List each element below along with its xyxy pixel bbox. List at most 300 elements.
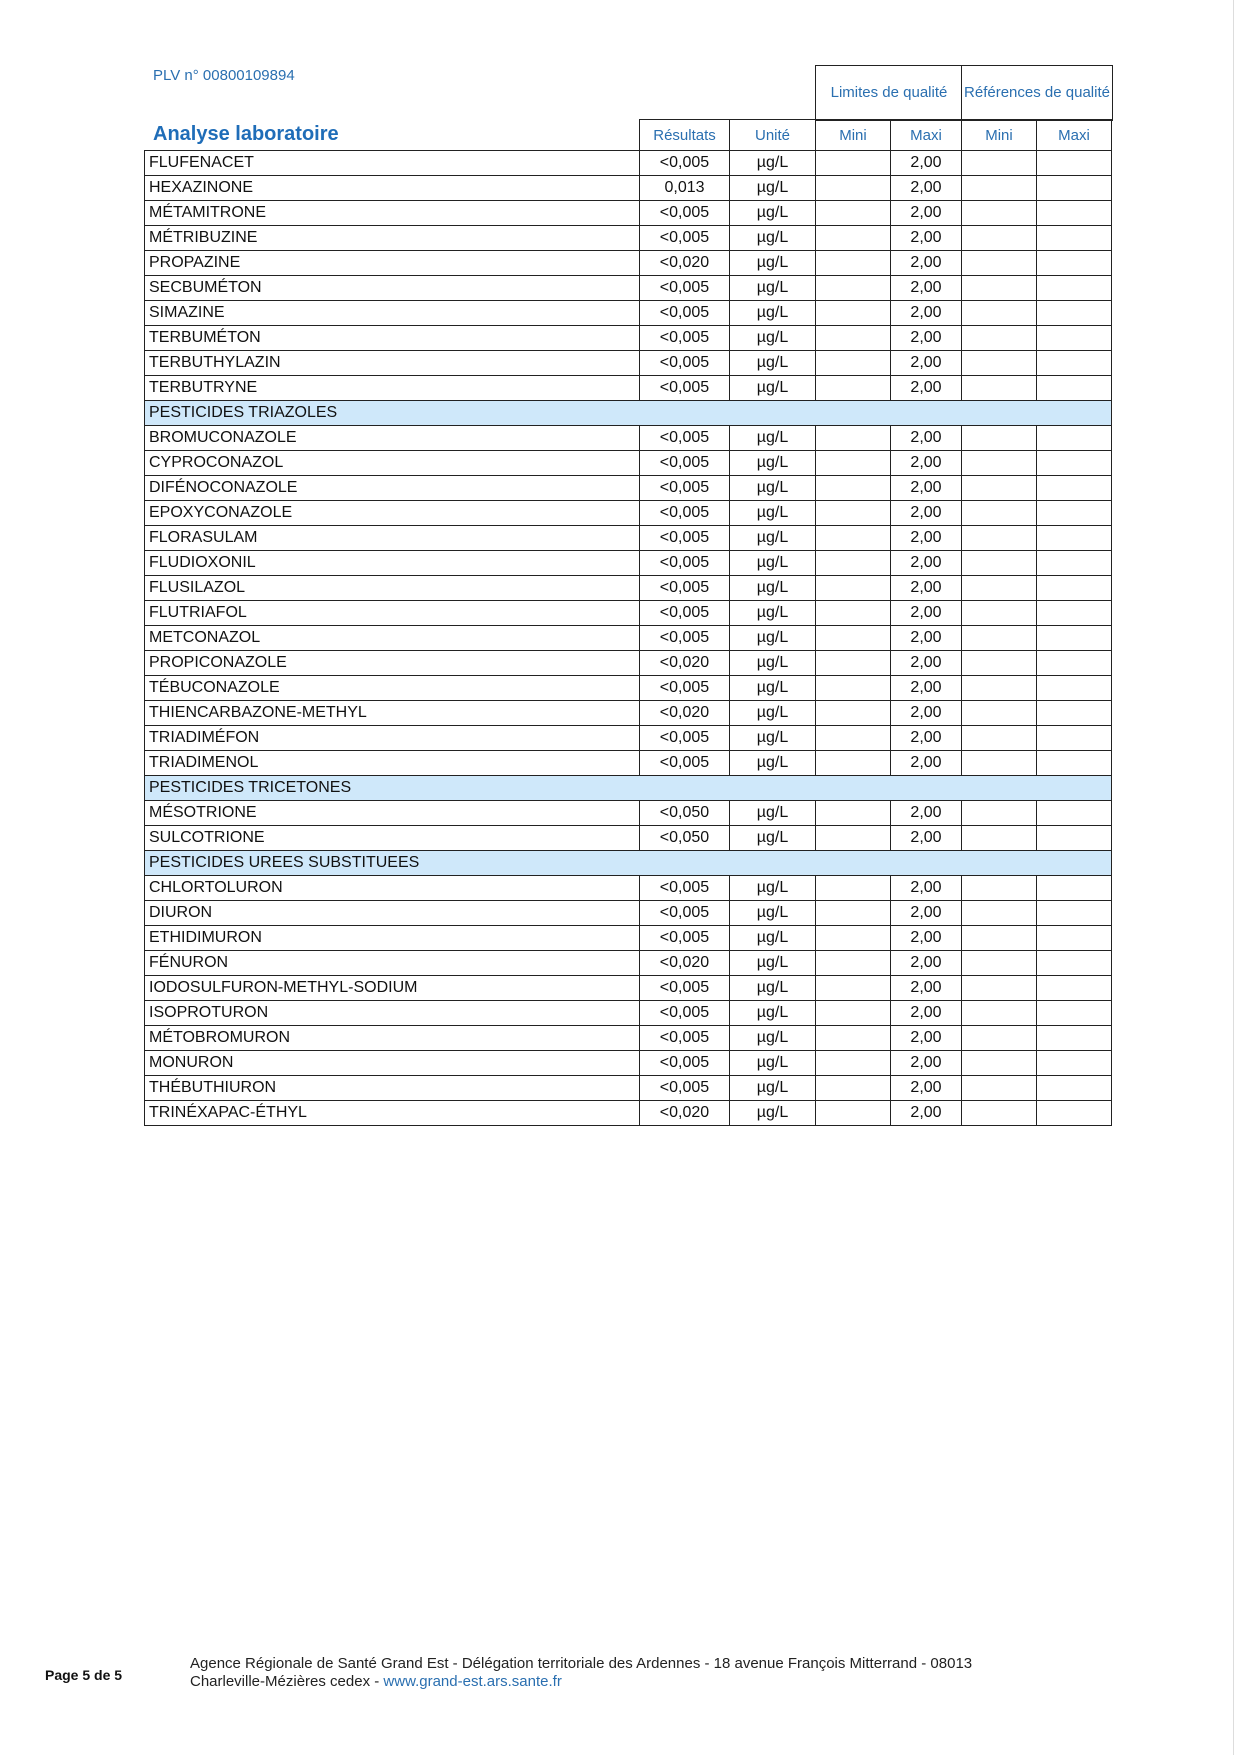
limit-maxi-value: 2,00 [891, 226, 962, 251]
parameter-name: METCONAZOL [145, 626, 640, 651]
limit-mini-value [816, 626, 891, 651]
limit-maxi-value: 2,00 [891, 826, 962, 851]
limit-maxi-value: 2,00 [891, 501, 962, 526]
parameter-name: TÉBUCONAZOLE [145, 676, 640, 701]
reference-maxi-value [1037, 476, 1112, 501]
reference-mini-value [962, 651, 1037, 676]
unit-value: µg/L [730, 526, 816, 551]
reference-maxi-value [1037, 201, 1112, 226]
reference-mini-value [962, 726, 1037, 751]
parameter-name: THÉBUTHIURON [145, 1076, 640, 1101]
parameter-name: CYPROCONAZOL [145, 451, 640, 476]
limit-mini-value [816, 276, 891, 301]
limit-mini-value [816, 951, 891, 976]
limit-maxi-value: 2,00 [891, 1001, 962, 1026]
reference-maxi-value [1037, 701, 1112, 726]
table-row [145, 326, 1112, 351]
limit-maxi-value: 2,00 [891, 151, 962, 176]
parameter-name: MÉTAMITRONE [145, 201, 640, 226]
table-row [145, 826, 1112, 851]
reference-maxi-value [1037, 176, 1112, 201]
limit-maxi-value: 2,00 [891, 801, 962, 826]
reference-mini-value [962, 701, 1037, 726]
parameter-name: TERBUTHYLAZIN [145, 351, 640, 376]
limit-maxi-value: 2,00 [891, 551, 962, 576]
limit-mini-value [816, 151, 891, 176]
limit-mini-value [816, 1026, 891, 1051]
parameter-name: FÉNURON [145, 951, 640, 976]
unit-value: µg/L [730, 151, 816, 176]
reference-mini-value [962, 751, 1037, 776]
unit-value: µg/L [730, 876, 816, 901]
table-row [145, 176, 1112, 201]
limit-maxi-value: 2,00 [891, 901, 962, 926]
header-unite: Unité [730, 120, 816, 151]
table-row [145, 751, 1112, 776]
reference-maxi-value [1037, 551, 1112, 576]
limit-maxi-value: 2,00 [891, 751, 962, 776]
reference-maxi-value [1037, 726, 1112, 751]
parameter-name: TERBUTRYNE [145, 376, 640, 401]
header-limites-qualite: Limites de qualité [815, 65, 963, 121]
reference-maxi-value [1037, 376, 1112, 401]
result-value: <0,005 [640, 626, 730, 651]
reference-maxi-value [1037, 951, 1112, 976]
footer-address [190, 1655, 972, 1691]
footer-line-2 [190, 1673, 972, 1691]
table-row [145, 1001, 1112, 1026]
table-row [145, 726, 1112, 751]
result-value: <0,005 [640, 976, 730, 1001]
reference-maxi-value [1037, 801, 1112, 826]
parameter-name: FLUTRIAFOL [145, 601, 640, 626]
table-row [145, 301, 1112, 326]
result-value: <0,020 [640, 701, 730, 726]
reference-mini-value [962, 376, 1037, 401]
limit-mini-value [816, 676, 891, 701]
table-row [145, 1101, 1112, 1126]
header-limites-maxi: Maxi [891, 120, 962, 151]
table-row [145, 901, 1112, 926]
reference-maxi-value [1037, 1001, 1112, 1026]
unit-value: µg/L [730, 551, 816, 576]
reference-maxi-value [1037, 576, 1112, 601]
parameter-name: TRINÉXAPAC-ÉTHYL [145, 1101, 640, 1126]
unit-value: µg/L [730, 976, 816, 1001]
reference-mini-value [962, 476, 1037, 501]
header-references-qualite: Références de qualité [961, 65, 1113, 121]
reference-maxi-value [1037, 1101, 1112, 1126]
parameter-name: CHLORTOLURON [145, 876, 640, 901]
parameter-name: TRIADIMÉFON [145, 726, 640, 751]
table-row [145, 426, 1112, 451]
limit-maxi-value: 2,00 [891, 376, 962, 401]
reference-mini-value [962, 276, 1037, 301]
limit-mini-value [816, 651, 891, 676]
limit-maxi-value: 2,00 [891, 176, 962, 201]
reference-mini-value [962, 526, 1037, 551]
reference-maxi-value [1037, 226, 1112, 251]
result-value: <0,005 [640, 426, 730, 451]
reference-mini-value [962, 351, 1037, 376]
parameter-name: FLORASULAM [145, 526, 640, 551]
result-value: <0,005 [640, 751, 730, 776]
reference-maxi-value [1037, 1076, 1112, 1101]
unit-value: µg/L [730, 951, 816, 976]
parameter-name: HEXAZINONE [145, 176, 640, 201]
limit-maxi-value: 2,00 [891, 276, 962, 301]
limit-mini-value [816, 601, 891, 626]
reference-mini-value [962, 951, 1037, 976]
limit-mini-value [816, 576, 891, 601]
unit-value: µg/L [730, 676, 816, 701]
parameter-name: FLUFENACET [145, 151, 640, 176]
unit-value: µg/L [730, 926, 816, 951]
table-row [145, 601, 1112, 626]
table-row [145, 926, 1112, 951]
section-header-row [145, 401, 1112, 426]
limit-maxi-value: 2,00 [891, 1051, 962, 1076]
limit-maxi-value: 2,00 [891, 326, 962, 351]
parameter-name: ETHIDIMURON [145, 926, 640, 951]
result-value: <0,050 [640, 801, 730, 826]
result-value: <0,005 [640, 326, 730, 351]
reference-maxi-value [1037, 926, 1112, 951]
reference-mini-value [962, 826, 1037, 851]
limit-maxi-value: 2,00 [891, 201, 962, 226]
limit-mini-value [816, 901, 891, 926]
parameter-name: EPOXYCONAZOLE [145, 501, 640, 526]
limit-maxi-value: 2,00 [891, 426, 962, 451]
result-value: <0,005 [640, 276, 730, 301]
unit-value: µg/L [730, 501, 816, 526]
limit-mini-value [816, 501, 891, 526]
section-title: PESTICIDES TRIAZOLES [145, 401, 1112, 426]
limit-mini-value [816, 1051, 891, 1076]
reference-mini-value [962, 676, 1037, 701]
unit-value: µg/L [730, 826, 816, 851]
unit-value: µg/L [730, 751, 816, 776]
limit-maxi-value: 2,00 [891, 1026, 962, 1051]
unit-value: µg/L [730, 451, 816, 476]
table-row [145, 376, 1112, 401]
reference-maxi-value [1037, 276, 1112, 301]
reference-mini-value [962, 251, 1037, 276]
reference-mini-value [962, 626, 1037, 651]
unit-value: µg/L [730, 801, 816, 826]
reference-maxi-value [1037, 626, 1112, 651]
reference-maxi-value [1037, 301, 1112, 326]
reference-maxi-value [1037, 976, 1112, 1001]
limit-maxi-value: 2,00 [891, 1101, 962, 1126]
header-references-maxi: Maxi [1037, 120, 1112, 151]
unit-value: µg/L [730, 351, 816, 376]
reference-mini-value [962, 451, 1037, 476]
reference-mini-value [962, 501, 1037, 526]
parameter-name: PROPICONAZOLE [145, 651, 640, 676]
limit-mini-value [816, 376, 891, 401]
result-value: <0,005 [640, 901, 730, 926]
limit-mini-value [816, 1076, 891, 1101]
reference-mini-value [962, 901, 1037, 926]
table-row [145, 1026, 1112, 1051]
table-row [145, 526, 1112, 551]
reference-maxi-value [1037, 826, 1112, 851]
section-title: PESTICIDES TRICETONES [145, 776, 1112, 801]
limit-mini-value [816, 876, 891, 901]
limit-mini-value [816, 826, 891, 851]
reference-mini-value [962, 601, 1037, 626]
reference-maxi-value [1037, 326, 1112, 351]
reference-mini-value [962, 926, 1037, 951]
limit-maxi-value: 2,00 [891, 676, 962, 701]
limit-mini-value [816, 226, 891, 251]
reference-maxi-value [1037, 651, 1112, 676]
table-row [145, 801, 1112, 826]
unit-value: µg/L [730, 426, 816, 451]
reference-maxi-value [1037, 526, 1112, 551]
table-row [145, 451, 1112, 476]
table-row [145, 676, 1112, 701]
reference-mini-value [962, 876, 1037, 901]
result-value: <0,020 [640, 251, 730, 276]
result-value: <0,005 [640, 676, 730, 701]
result-value: <0,005 [640, 576, 730, 601]
unit-value: µg/L [730, 1026, 816, 1051]
footer-line-1: Agence Régionale de Santé Grand Est - Délégation territoriale des Ardennes - 18 avenue François Mitterrand - 08013 [190, 1655, 973, 1672]
result-value: <0,005 [640, 601, 730, 626]
limit-mini-value [816, 351, 891, 376]
limit-maxi-value: 2,00 [891, 601, 962, 626]
unit-value: µg/L [730, 1101, 816, 1126]
parameter-name: BROMUCONAZOLE [145, 426, 640, 451]
unit-value: µg/L [730, 651, 816, 676]
limit-maxi-value: 2,00 [891, 976, 962, 1001]
header-limites-mini: Mini [816, 120, 891, 151]
limit-maxi-value: 2,00 [891, 651, 962, 676]
table-row [145, 151, 1112, 176]
limit-maxi-value: 2,00 [891, 876, 962, 901]
reference-mini-value [962, 801, 1037, 826]
unit-value: µg/L [730, 1076, 816, 1101]
reference-mini-value [962, 151, 1037, 176]
table-row [145, 976, 1112, 1001]
unit-value: µg/L [730, 376, 816, 401]
limit-mini-value [816, 801, 891, 826]
result-value: <0,020 [640, 951, 730, 976]
unit-value: µg/L [730, 326, 816, 351]
unit-value: µg/L [730, 701, 816, 726]
limit-mini-value [816, 301, 891, 326]
parameter-name: ISOPROTURON [145, 1001, 640, 1026]
reference-maxi-value [1037, 251, 1112, 276]
result-value: <0,005 [640, 301, 730, 326]
limit-maxi-value: 2,00 [891, 926, 962, 951]
unit-value: µg/L [730, 251, 816, 276]
limit-mini-value [816, 526, 891, 551]
section-title: PESTICIDES UREES SUBSTITUEES [145, 851, 1112, 876]
result-value: <0,005 [640, 876, 730, 901]
result-value: <0,005 [640, 526, 730, 551]
limit-mini-value [816, 251, 891, 276]
unit-value: µg/L [730, 576, 816, 601]
limit-maxi-value: 2,00 [891, 701, 962, 726]
reference-mini-value [962, 1101, 1037, 1126]
footer-website-link[interactable]: www.grand-est.ars.sante.fr [383, 1673, 562, 1690]
result-value: <0,005 [640, 1051, 730, 1076]
table-row [145, 351, 1112, 376]
limit-mini-value [816, 751, 891, 776]
parameter-name: THIENCARBAZONE-METHYL [145, 701, 640, 726]
page-edge-line [1233, 0, 1234, 1755]
reference-maxi-value [1037, 426, 1112, 451]
table-row [145, 1076, 1112, 1101]
limit-maxi-value: 2,00 [891, 251, 962, 276]
page-number: Page 5 de 5 [45, 1667, 123, 1683]
limit-maxi-value: 2,00 [891, 351, 962, 376]
table-row [145, 551, 1112, 576]
limit-mini-value [816, 976, 891, 1001]
limit-mini-value [816, 326, 891, 351]
parameter-name: MÉTRIBUZINE [145, 226, 640, 251]
table-row [145, 651, 1112, 676]
table-row [145, 226, 1112, 251]
table-row [145, 576, 1112, 601]
result-value: <0,005 [640, 151, 730, 176]
section-header-row [145, 851, 1112, 876]
result-value: <0,005 [640, 1001, 730, 1026]
limit-maxi-value: 2,00 [891, 451, 962, 476]
limit-maxi-value: 2,00 [891, 526, 962, 551]
reference-maxi-value [1037, 676, 1112, 701]
limit-mini-value [816, 476, 891, 501]
result-value: <0,020 [640, 651, 730, 676]
footer-city: Charleville-Mézières cedex - [190, 1673, 384, 1690]
limit-mini-value [816, 551, 891, 576]
table-row [145, 701, 1112, 726]
limit-maxi-value: 2,00 [891, 476, 962, 501]
unit-value: µg/L [730, 1001, 816, 1026]
result-value: <0,005 [640, 351, 730, 376]
unit-value: µg/L [730, 476, 816, 501]
reference-maxi-value [1037, 1051, 1112, 1076]
parameter-name: PROPAZINE [145, 251, 640, 276]
reference-mini-value [962, 1051, 1037, 1076]
unit-value: µg/L [730, 226, 816, 251]
unit-value: µg/L [730, 301, 816, 326]
parameter-name: DIURON [145, 901, 640, 926]
parameter-name: SULCOTRIONE [145, 826, 640, 851]
reference-mini-value [962, 201, 1037, 226]
reference-mini-value [962, 301, 1037, 326]
limit-mini-value [816, 726, 891, 751]
reference-mini-value [962, 976, 1037, 1001]
plv-number: PLV n° 00800109894 [153, 67, 295, 84]
reference-maxi-value [1037, 751, 1112, 776]
unit-value: µg/L [730, 1051, 816, 1076]
reference-mini-value [962, 326, 1037, 351]
limit-maxi-value: 2,00 [891, 1076, 962, 1101]
unit-value: µg/L [730, 726, 816, 751]
parameter-name: DIFÉNOCONAZOLE [145, 476, 640, 501]
result-value: <0,005 [640, 226, 730, 251]
unit-value: µg/L [730, 626, 816, 651]
result-value: <0,005 [640, 201, 730, 226]
limit-maxi-value: 2,00 [891, 726, 962, 751]
limit-maxi-value: 2,00 [891, 301, 962, 326]
reference-maxi-value [1037, 1026, 1112, 1051]
reference-maxi-value [1037, 901, 1112, 926]
limit-mini-value [816, 701, 891, 726]
reference-mini-value [962, 1001, 1037, 1026]
parameter-name: MÉTOBROMURON [145, 1026, 640, 1051]
result-value: <0,005 [640, 926, 730, 951]
reference-mini-value [962, 576, 1037, 601]
limit-mini-value [816, 176, 891, 201]
reference-maxi-value [1037, 151, 1112, 176]
limit-mini-value [816, 926, 891, 951]
parameter-name: FLUSILAZOL [145, 576, 640, 601]
reference-mini-value [962, 176, 1037, 201]
result-value: <0,005 [640, 1026, 730, 1051]
limit-mini-value [816, 201, 891, 226]
reference-maxi-value [1037, 876, 1112, 901]
table-row [145, 201, 1112, 226]
reference-mini-value [962, 226, 1037, 251]
unit-value: µg/L [730, 201, 816, 226]
parameter-name: FLUDIOXONIL [145, 551, 640, 576]
limit-mini-value [816, 1001, 891, 1026]
limit-mini-value [816, 426, 891, 451]
analysis-table [144, 119, 1112, 1126]
table-row [145, 626, 1112, 651]
table-row [145, 876, 1112, 901]
reference-maxi-value [1037, 351, 1112, 376]
section-header-row [145, 776, 1112, 801]
parameter-name: MONURON [145, 1051, 640, 1076]
table-row [145, 501, 1112, 526]
reference-maxi-value [1037, 501, 1112, 526]
table-row [145, 1051, 1112, 1076]
result-value: <0,050 [640, 826, 730, 851]
table-row [145, 276, 1112, 301]
table-row [145, 251, 1112, 276]
unit-value: µg/L [730, 276, 816, 301]
reference-maxi-value [1037, 451, 1112, 476]
page-title: Analyse laboratoire [153, 123, 339, 145]
parameter-name: TERBUMÉTON [145, 326, 640, 351]
limit-maxi-value: 2,00 [891, 576, 962, 601]
result-value: <0,005 [640, 726, 730, 751]
result-value: <0,005 [640, 501, 730, 526]
result-value: <0,005 [640, 376, 730, 401]
limit-maxi-value: 2,00 [891, 626, 962, 651]
result-value: <0,005 [640, 1076, 730, 1101]
result-value: 0,013 [640, 176, 730, 201]
header-references-mini: Mini [962, 120, 1037, 151]
limit-maxi-value: 2,00 [891, 951, 962, 976]
reference-mini-value [962, 1076, 1037, 1101]
result-value: <0,005 [640, 476, 730, 501]
reference-mini-value [962, 1026, 1037, 1051]
limit-mini-value [816, 451, 891, 476]
parameter-name: IODOSULFURON-METHYL-SODIUM [145, 976, 640, 1001]
reference-maxi-value [1037, 601, 1112, 626]
reference-mini-value [962, 426, 1037, 451]
result-value: <0,005 [640, 451, 730, 476]
header-resultats: Résultats [640, 120, 730, 151]
unit-value: µg/L [730, 601, 816, 626]
